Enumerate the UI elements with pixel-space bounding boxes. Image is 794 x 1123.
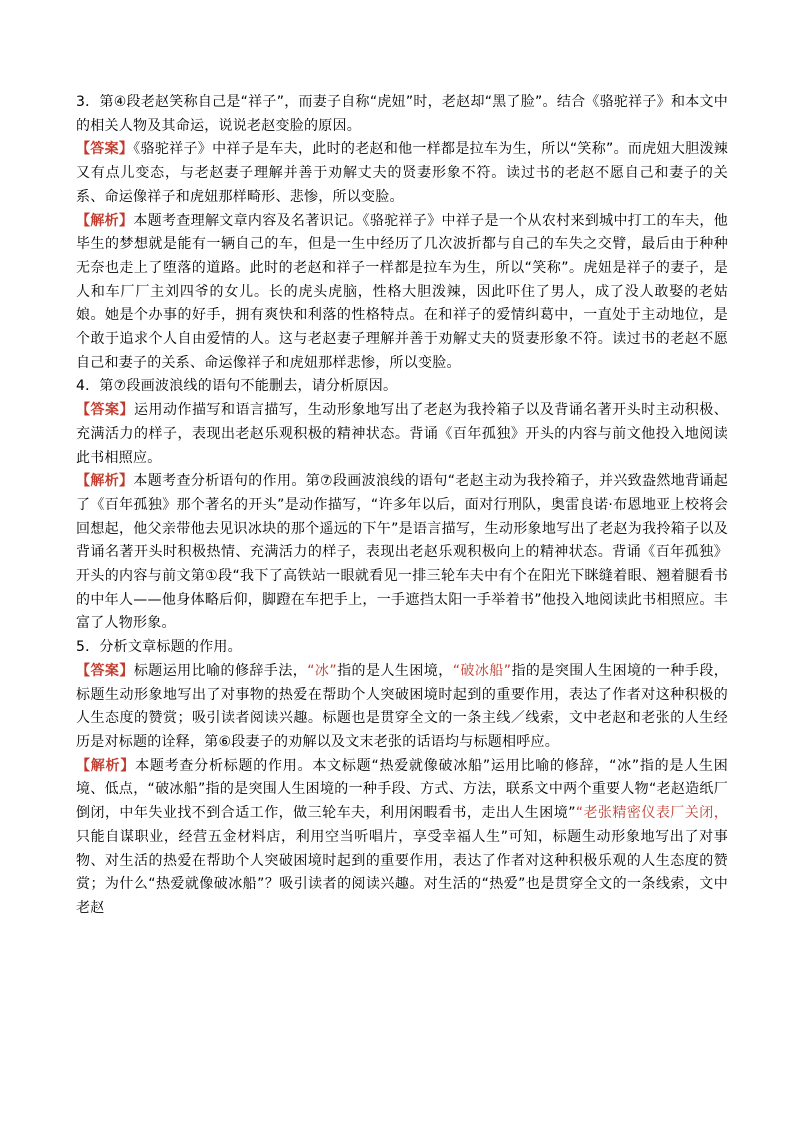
- answer-4: [76, 399, 728, 470]
- analysis-3-text: 本题考查理解文章内容及名著识记。《骆驼祥子》中祥子是一个从农村来到城中打工的车夫，他毕生的梦想就是能有一辆自己的车，但是一生中经历了几次波折都与自己的车失之交臂，最后由于种种无奈也走上了堕落的道路。此时的老赵和祥子一样都是拉车为生，所以“笑称”。虎妞是祥子的妻子，是人和车厂厂主刘四爷的女儿。长的虎头虎脑，性格大胆泼辣，因此吓住了男人，成了没人敢娶的老姑娘。她是个办事的好手，拥有爽快和利落的性格特点。在和祥子的爱情纠葛中，一直处于主动地位，是个敢于追求个人自由爱情的人。这与老赵妻子理解并善于劝解丈夫的贤妻形象不符。读过书的老赵不愿自己和妻子的关系、命运像祥子和虎妞那样悲惨，所以变脸。: [76, 212, 728, 371]
- analysis-5: [76, 755, 728, 921]
- answer-5-text-e: 指的是突围人生困境的一种手段，标题生动形象地写出了对事物的热爱在帮助个人突破困境时起到的重要作用，表达了作者对这种积极的人生态度的赞赏；吸引读者阅读兴趣。标题也是贯穿全文的一条主线／线索，文中老赵和老张的人生经历是对标题的诠释，第⑥段妻子的劝解以及文末老张的话语均与标题相呼应。: [76, 662, 729, 750]
- analysis-tag: 【解析】: [76, 473, 134, 490]
- analysis-4-text: 本题考查分析语句的作用。第⑦段画波浪线的语句“老赵主动为我拎箱子，并兴致盎然地背诵起了《百年孤独》那个著名的开头”是动作描写，“许多年以后，面对行刑队，奥雷良诺·布恩地亚上校将会回想起，他父亲带他去见识冰块的那个遥远的下午”是语言描写，生动形象地写出了老赵为我拎箱子以及背诵名著开头时积极热情、充满活力的样子，表现出老赵乐观积极向上的精神状态。背诵《百年孤独》开头的内容与前文第①段“我下了高铁站一眼就看见一排三轮车夫中有个在阳光下眯缝着眼、翘着腿看书的中年人——他身体略后仰，脚蹬在车把手上，一手遮挡太阳一手举着书”他投入地阅读此书相照应。丰富了人物形象。: [76, 473, 728, 632]
- analysis-tag: 【解析】: [76, 757, 136, 774]
- answer-4-text: 运用动作描写和语言描写，生动形象地写出了老赵为我拎箱子以及背诵名著开头时主动积极、充满活力的样子，表现出老赵乐观积极的精神状态。背诵《百年孤独》开头的内容与前文他投入地阅读此书相照应。: [76, 402, 729, 466]
- answer-5-text-a: 标题运用比喻的修辞手法，: [133, 662, 308, 679]
- question-3: [76, 91, 728, 138]
- question-5-text: 5．分析文章标题的作用。: [76, 639, 242, 656]
- answer-5-highlight-ice: “冰”: [307, 662, 337, 679]
- analysis-4: [76, 470, 728, 636]
- question-5: [76, 636, 728, 660]
- question-4-text: 4．第⑦段画波浪线的语句不能删去，请分析原因。: [76, 378, 398, 395]
- answer-tag: 【答案】: [76, 402, 134, 419]
- answer-5-highlight-icebreaker: “破冰船”: [452, 662, 512, 679]
- analysis-3: [76, 210, 728, 376]
- answer-3: [76, 138, 728, 209]
- analysis-5-text-c: 只能自谋职业，经营五金材料店，利用空当听唱片，享受幸福人生”可知，标题生动形象地写出了对事物、对生活的热爱在帮助个人突破困境时起到的重要作用，表达了作者对这种积极乐观的人生态度的赞赏；为什么“热爱就像破冰船”？吸引读者的阅读兴趣。对生活的“热爱”也是贯穿全文的一条线索，文中老赵: [76, 828, 728, 916]
- answer-5: [76, 660, 728, 755]
- document-page: [76, 91, 728, 921]
- answer-tag: 【答案】: [76, 141, 134, 158]
- answer-5-text-c: 指的是人生困境，: [336, 662, 453, 679]
- question-3-text: 3．第④段老赵笑称自己是“祥子”，而妻子自称“虎妞”时，老赵却“黑了脸”。结合《骆驼祥子》和本文中的相关人物及其命运，说说老赵变脸的原因。: [76, 94, 728, 134]
- analysis-5-highlight-quote: “老张精密仪表厂关闭，: [575, 805, 728, 822]
- analysis-5-text-a: 本题考查分析标题的作用。本文标题“热爱就像破冰船”运用比喻的修辞，“冰”指的是人生困境、低点，“破冰船”指的是突围人生困境的一种手段、方式、方法，联系文中两个重要人物“老赵造纸厂倒闭，中年失业找不到合适工作，做三轮车夫，利用闲暇看书，走出人生困境”: [76, 757, 729, 822]
- question-4: [76, 375, 728, 399]
- answer-tag: 【答案】: [76, 662, 134, 679]
- answer-3-text: 《骆驼祥子》中祥子是车夫，此时的老赵和他一样都是拉车为生，所以“笑称”。而虎妞大胆泼辣又有点儿变态，与老赵妻子理解并善于劝解丈夫的贤妻形象不符。读过书的老赵不愿自己和妻子的关系、命运像祥子和虎妞那样畸形、悲惨，所以变脸。: [76, 141, 728, 205]
- analysis-tag: 【解析】: [76, 212, 134, 229]
